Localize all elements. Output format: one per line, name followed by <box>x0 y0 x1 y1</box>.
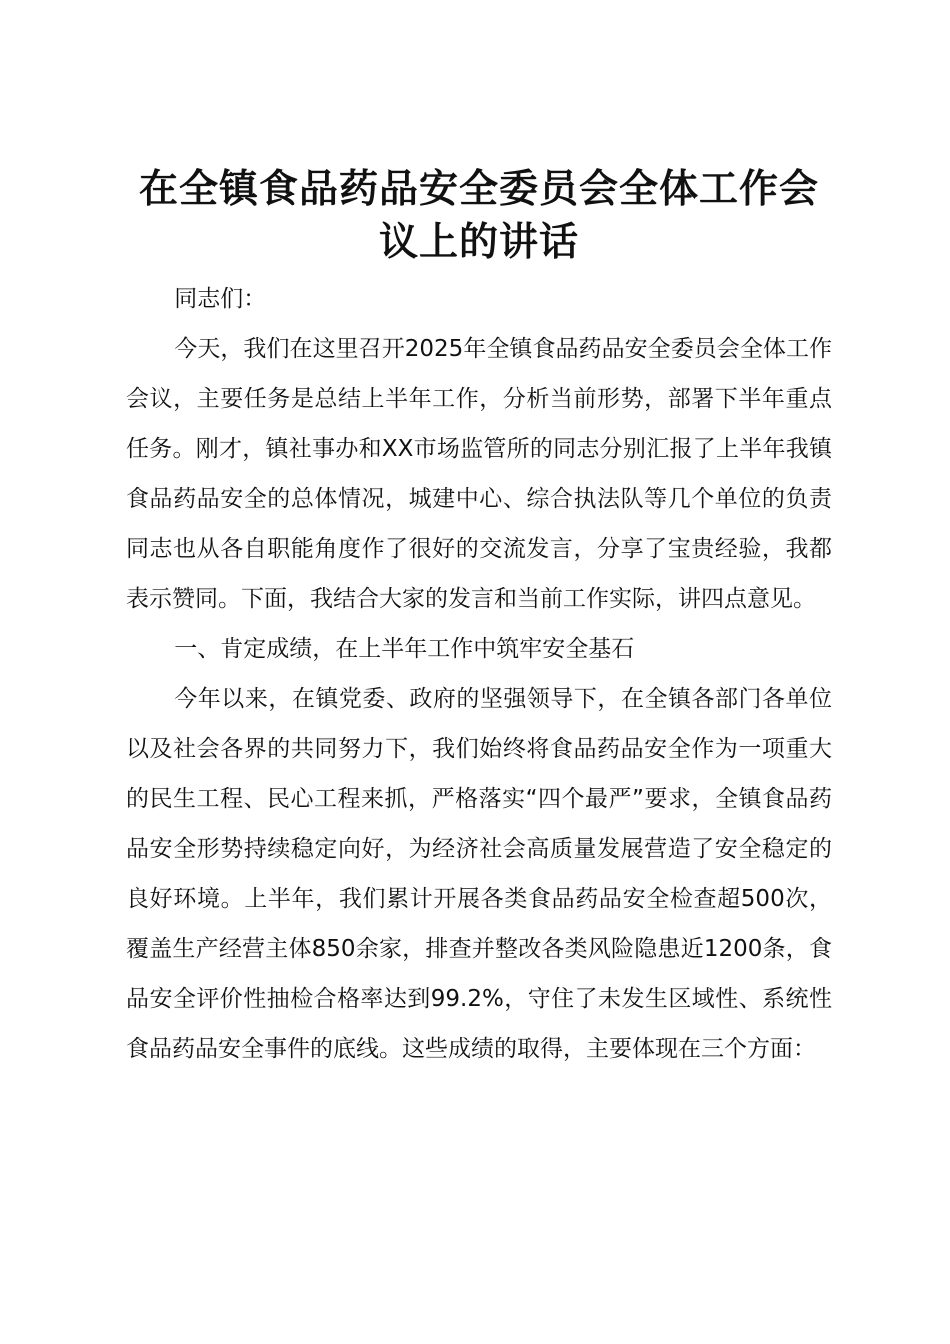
section-heading-1: 一、肯定成绩，在上半年工作中筑牢安全基石 <box>174 636 635 662</box>
document-body <box>126 274 832 1074</box>
paragraph-intro: 今天，我们在这里召开2025年全镇食品药品安全委员会全体工作会议，主要任务是总结上半年工作，分析当前形势，部署下半年重点任务。刚才，镇社事办和XX市场监管所的同志分别汇报了上半年我镇食品药品安全的总体情况，城建中心、综合执法队等几个单位的负责同志也从各自职能角度作了很好的交流发言，分享了宝贵经验，我都表示赞同。下面，我结合大家的发言和当前工作实际，讲四点意见。 <box>126 336 832 612</box>
salutation: 同志们： <box>174 286 267 312</box>
paragraph-achievements: 今年以来，在镇党委、政府的坚强领导下，在全镇各部门各单位以及社会各界的共同努力下，我们始终将食品药品安全作为一项重大的民生工程、民心工程来抓，严格落实“四个最严”要求，全镇食品药品安全形势持续稳定向好，为经济社会高质量发展营造了安全稳定的良好环境。上半年，我们累计开展各类食品药品安全检查超500次，覆盖生产经营主体850余家，排查并整改各类风险隐患近1200条，食品安全评价性抽检合格率达到99.2%，守住了未发生区域性、系统性食品药品安全事件的底线。这些成绩的取得，主要体现在三个方面： <box>126 686 832 1062</box>
document-title: 在全镇食品药品安全委员会全体工作会议上的讲话 <box>138 167 819 265</box>
